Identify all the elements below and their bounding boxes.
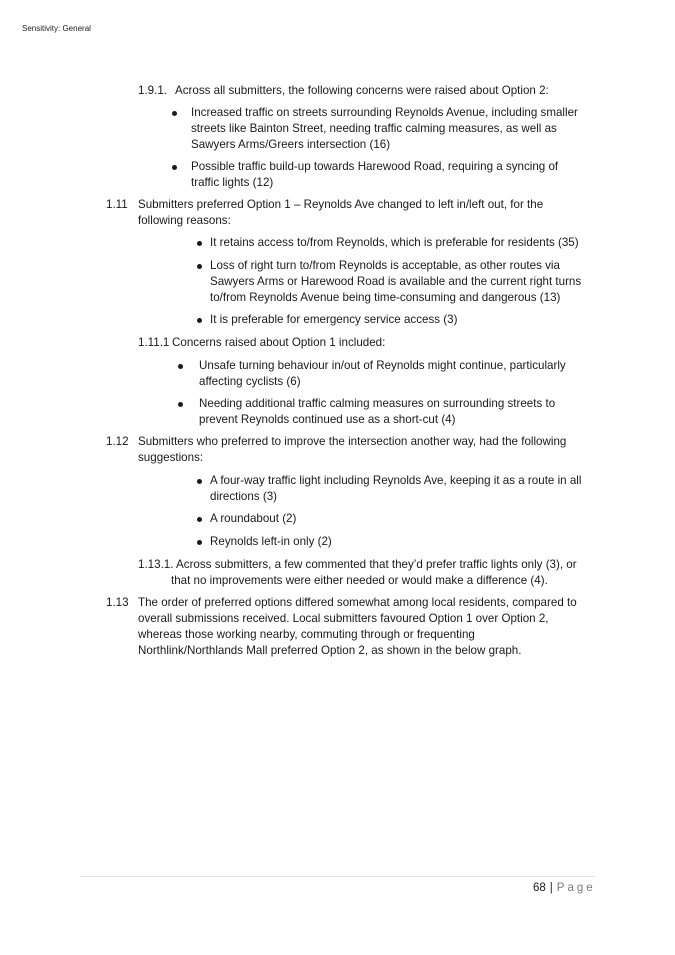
paragraph-line: Submitters who preferred to improve the intersection another way, had the following: [138, 435, 567, 448]
bullet-icon: [172, 111, 177, 116]
paragraph-line: The order of preferred options differed somewhat among local residents, compared to: [138, 596, 577, 609]
bullet-icon: [172, 165, 177, 170]
page-footer: [533, 880, 596, 897]
list-item-line: to/from Reynolds Avenue being time-consuming and dangerous (13): [210, 291, 561, 304]
bullet-icon: [178, 364, 183, 369]
paragraph-line: whereas those working nearby, commuting through or frequenting: [138, 628, 475, 641]
list-item-line: Sawyers Arms/Greers intersection (16): [191, 138, 391, 151]
page-word: Page: [556, 882, 596, 894]
list-item-line: Reynolds left-in only (2): [210, 535, 332, 548]
section-number-1-11: 1.11: [106, 198, 128, 211]
list-item-line: prevent Reynolds continued use as a short-cut (4): [199, 413, 456, 426]
section-text-1-11-1: Concerns raised about Option 1 included:: [172, 336, 386, 349]
paragraph-line: following reasons:: [138, 214, 231, 227]
bullet-icon: [178, 402, 183, 407]
list-item-line: Needing additional traffic calming measures on surrounding streets to: [199, 397, 556, 410]
paragraph-line: Submitters preferred Option 1 – Reynolds Ave changed to left in/left out, for the: [138, 198, 544, 211]
paragraph-line: 1.13.1. Across submitters, a few commented that they’d prefer traffic lights only (3), or: [138, 558, 577, 571]
section-number-1-13: 1.13: [106, 596, 129, 609]
list-item-line: Sawyers Arms or Harewood Road is available and the current right turns: [210, 275, 582, 288]
list-item-line: affecting cyclists (6): [199, 375, 301, 388]
paragraph-line: overall submissions received. Local submitters favoured Option 1 over Option 2,: [138, 612, 549, 625]
list-item-line: It retains access to/from Reynolds, which is preferable for residents (35): [210, 236, 579, 249]
bullet-icon: [197, 318, 202, 323]
footer-divider: [80, 876, 595, 877]
list-item-line: Increased traffic on streets surrounding Reynolds Avenue, including smaller: [191, 106, 578, 119]
bullet-icon: [197, 479, 202, 484]
paragraph-line: suggestions:: [138, 451, 204, 464]
list-item-line: A roundabout (2): [210, 512, 297, 525]
section-number-1-11-1: 1.11.1: [138, 336, 170, 349]
bullet-icon: [197, 517, 202, 522]
page-number: 68: [533, 882, 546, 894]
list-item-line: A four-way traffic light including Reynolds Ave, keeping it as a route in all: [210, 474, 582, 487]
section-number-1-12: 1.12: [106, 435, 129, 448]
list-item-line: streets like Bainton Street, needing traffic calming measures, as well as: [191, 122, 557, 135]
bullet-icon: [197, 241, 202, 246]
list-item-line: Possible traffic build-up towards Harewood Road, requiring a syncing of: [191, 160, 559, 173]
section-text-1-9-1: Across all submitters, the following concerns were raised about Option 2:: [175, 84, 549, 97]
bullet-icon: [197, 264, 202, 269]
paragraph-line: Northlink/Northlands Mall preferred Option 2, as shown in the below graph.: [138, 644, 522, 657]
list-item-line: Loss of right turn to/from Reynolds is acceptable, as other routes via: [210, 259, 560, 272]
list-item-line: traffic lights (12): [191, 176, 274, 189]
section-number-1-9-1: 1.9.1.: [138, 84, 168, 97]
list-item-line: directions (3): [210, 490, 278, 503]
bullet-icon: [197, 540, 202, 545]
sensitivity-label: Sensitivity: General: [22, 24, 91, 33]
paragraph-line: that no improvements were either needed or would make a difference (4).: [171, 574, 548, 587]
list-item-line: It is preferable for emergency service access (3): [210, 313, 458, 326]
page-separator: |: [549, 882, 553, 894]
list-item-line: Unsafe turning behaviour in/out of Reynolds might continue, particularly: [199, 359, 566, 372]
